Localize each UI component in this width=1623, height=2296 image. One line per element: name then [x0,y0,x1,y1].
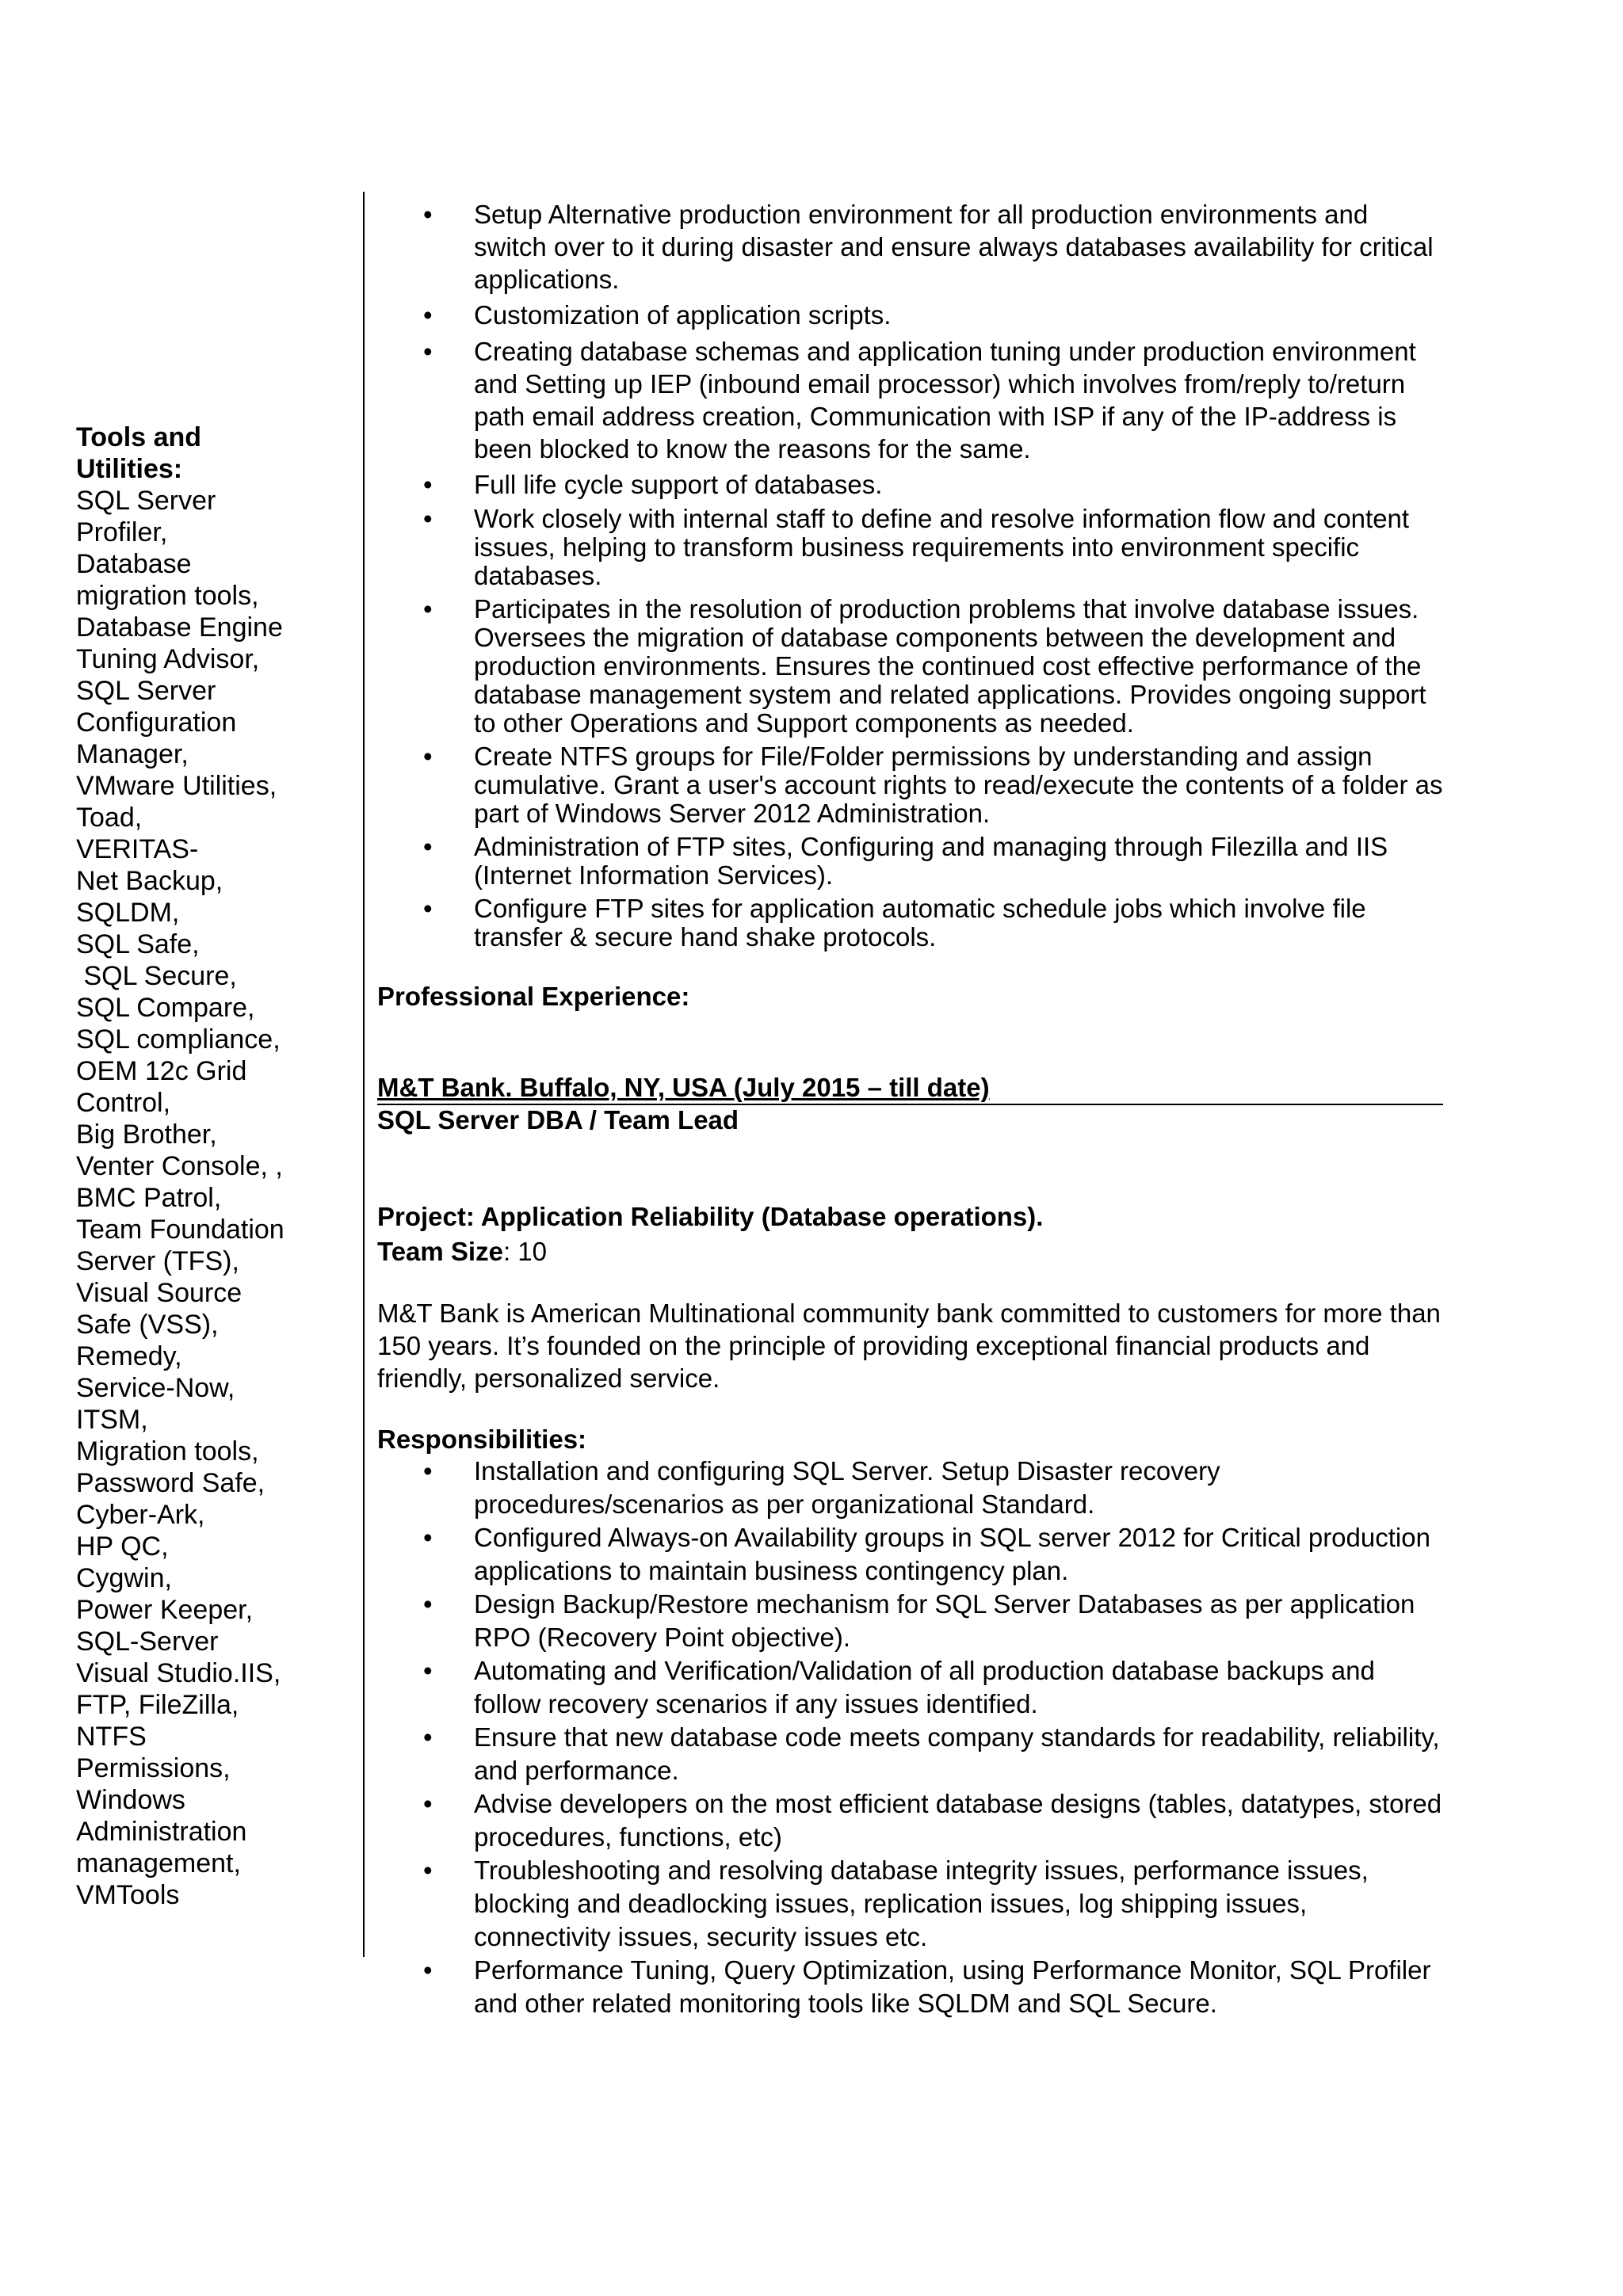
tool-item: Server (TFS), [76,1246,239,1276]
employer-line: M&T Bank. Buffalo, NY, USA (July 2015 – till date) [377,1072,1443,1105]
tool-item: Cygwin, [76,1563,172,1593]
tool-item: HP QC, [76,1531,169,1562]
experience-heading: Professional Experience: [377,982,690,1011]
tool-item: Database [76,549,192,579]
tool-item: SQL Secure, [76,961,237,991]
list-item: • Automating and Verification/Validation of all production database backups and follow recovery scenarios if any issues identified. [377,1654,1447,1721]
tool-item: Team Foundation [76,1215,285,1245]
tools-heading-line2: Utilities: [76,454,183,484]
tool-item: Service-Now, [76,1373,235,1403]
tool-item: Visual Studio.IIS, [76,1658,281,1688]
tool-item: VMTools [76,1880,180,1910]
tool-item: FTP, FileZilla, [76,1690,239,1720]
tool-item: Safe (VSS), [76,1310,219,1340]
tool-item: Manager, [76,739,189,769]
project-title: Project: Application Reliability (Database operations). [377,1202,1044,1231]
tool-item: Cyber-Ark, [76,1500,205,1530]
job-role: SQL Server DBA / Team Lead [377,1105,739,1135]
list-item: • Creating database schemas and application tuning under production environment and Setting up IEP (inbound email processor) which involves from/reply to/return path email address creation, Communication with ISP if any of the IP-address is been blocked to know the reasons for the same. [377,335,1447,465]
tool-item: Big Brother, [76,1119,217,1150]
list-item: • Work closely with internal staff to define and resolve information flow and content issues, helping to transform business requirements into environment specific databases. [377,505,1447,590]
tool-item: Net Backup, [76,866,223,896]
tool-item: migration tools, [76,581,259,611]
tool-item: Migration tools, [76,1436,259,1466]
team-size [377,1237,1447,1267]
tool-item: OEM 12c Grid [76,1056,247,1086]
responsibilities-heading: Responsibilities: [377,1425,587,1454]
tool-item: SQL Server [76,676,216,706]
tool-item: SQL compliance, [76,1024,281,1055]
tool-item: NTFS [76,1722,147,1752]
tool-item: Tuning Advisor, [76,644,260,674]
list-item: • Performance Tuning, Query Optimization, using Performance Monitor, SQL Profiler and other related monitoring tools like SQLDM and SQL Secure. [377,1954,1447,2020]
tool-item: Administration [76,1817,247,1847]
tools-sidebar [76,421,338,1911]
tool-item: Control, [76,1088,171,1118]
tool-item: SQL-Server [76,1627,219,1657]
list-item: • Customization of application scripts. [377,300,1447,330]
responsibilities-list [377,1455,1447,2020]
tool-item: Password Safe, [76,1468,265,1498]
list-item: • Troubleshooting and resolving database integrity issues, performance issues, blocking and deadlocking issues, replication issues, log shipping issues, connectivity issues, security issues etc. [377,1854,1447,1954]
list-item: • Configure FTP sites for application automatic schedule jobs which involve file transfer & secure hand shake protocols. [377,894,1447,952]
tool-item: Permissions, [76,1753,231,1783]
tool-item: Configuration [76,707,237,738]
tool-item: SQLDM, [76,898,180,928]
tool-item: Toad, [76,803,143,833]
tool-item: Windows [76,1785,185,1815]
tool-item: ITSM, [76,1405,148,1435]
team-size-value: : 10 [502,1237,548,1266]
list-item: • Create NTFS groups for File/Folder permissions by understanding and assign cumulative. Grant a user's account rights to read/execute the contents of a folder as part of Windows Server 2012 Administration. [377,742,1447,828]
list-item: • Installation and configuring SQL Server. Setup Disaster recovery procedures/scenarios as per organizational Standard. [377,1455,1447,1521]
tool-item: VERITAS- [76,834,199,864]
column-divider [363,192,365,1957]
tool-item: BMC Patrol, [76,1183,222,1213]
tool-item: Venter Console, , [76,1151,283,1181]
tool-item: Profiler, [76,517,168,547]
list-item: • Ensure that new database code meets company standards for readability, reliability, and performance. [377,1721,1447,1787]
tool-item: Power Keeper, [76,1595,254,1625]
tools-heading-line1: Tools and [76,422,202,452]
tool-item: SQL Server [76,486,216,516]
main-content [377,198,1447,2020]
team-size-label: Team Size [377,1237,503,1266]
list-item: • Setup Alternative production environment for all production environments and switch over to it during disaster and ensure always databases availability for critical applications. [377,198,1447,296]
duties-list [377,198,1447,952]
company-description: M&T Bank is American Multinational community bank committed to customers for more than 150 years. It’s founded on the principle of providing exceptional financial products and friendly, personalized service. [377,1299,1441,1393]
list-item: • Configured Always-on Availability groups in SQL server 2012 for Critical production applications to maintain business contingency plan. [377,1521,1447,1588]
tool-item: SQL Safe, [76,929,200,959]
tool-item: Database Engine [76,612,283,643]
tool-item: SQL Compare, [76,993,255,1023]
list-item: • Design Backup/Restore mechanism for SQL Server Databases as per application RPO (Recovery Point objective). [377,1588,1447,1654]
list-item: • Advise developers on the most efficient database designs (tables, datatypes, stored procedures, functions, etc) [377,1787,1447,1854]
list-item: • Administration of FTP sites, Configuring and managing through Filezilla and IIS (Internet Information Services). [377,833,1447,890]
list-item: • Full life cycle support of databases. [377,470,1447,500]
tool-item: VMware Utilities, [76,771,277,801]
list-item: • Participates in the resolution of production problems that involve database issues. Oversees the migration of database components between the development and production environments. Ensures the continued cost effective performance of the database management system and related applications. Provides ongoing support to other Operations and Support components as needed. [377,595,1447,738]
tool-item: Remedy, [76,1341,182,1371]
tool-item: management, [76,1848,241,1878]
tool-item: Visual Source [76,1278,242,1308]
tools-list [76,485,338,1911]
